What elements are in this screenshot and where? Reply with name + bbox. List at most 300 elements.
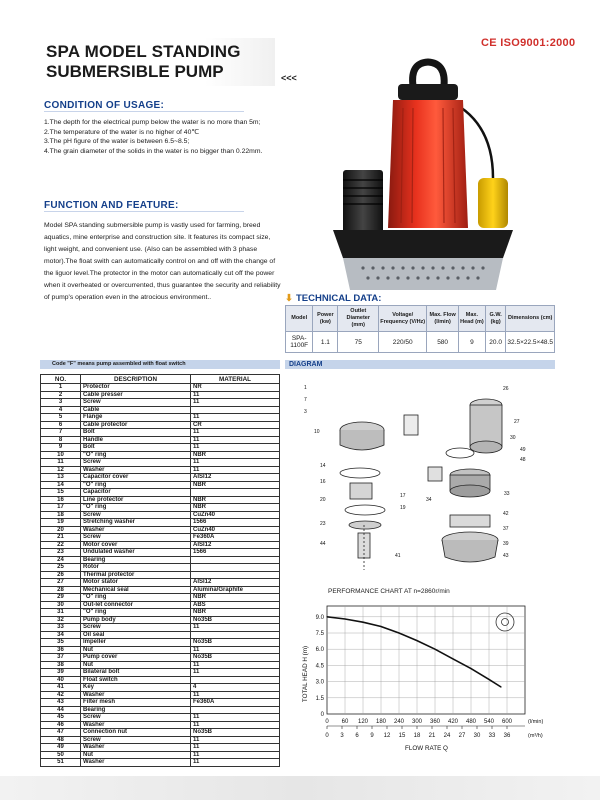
part-material: 11 (191, 736, 280, 744)
part-material (191, 556, 280, 564)
chart-point (398, 632, 399, 633)
part-material: AISI12 (191, 541, 280, 549)
part-number: 36 (41, 646, 81, 654)
svg-text:26: 26 (503, 386, 509, 392)
part-number: 19 (41, 519, 81, 527)
part-material: No35B (191, 616, 280, 624)
parts-row (41, 489, 280, 497)
chart-x-tick-label: 240 (393, 719, 405, 725)
parts-row (41, 751, 280, 759)
usage-item: 4.The grain diameter of the solids in the water is no bigger than 0.22mm. (44, 147, 263, 155)
part-material: 4 (191, 684, 280, 692)
svg-text:20: 20 (320, 497, 326, 503)
part-number: 10 (41, 451, 81, 459)
chart-x2-tick-label: 15 (398, 733, 406, 739)
part-number: 38 (41, 661, 81, 669)
tech-col-header: Dimensions (cm) (506, 306, 555, 332)
chart-x-tick-label: 180 (375, 719, 387, 725)
part-material: 11 (191, 391, 280, 399)
parts-row (41, 669, 280, 677)
part-material: CR (191, 421, 280, 429)
svg-text:42: 42 (503, 511, 509, 517)
part-number: 4 (41, 406, 81, 414)
part-material: NBR (191, 609, 280, 617)
tech-col-header: Voltage/ Frequency (V/Hz) (379, 306, 427, 332)
parts-row (41, 616, 280, 624)
exploded-diagram (300, 375, 540, 580)
chart-x2-tick-label: 36 (503, 733, 511, 739)
parts-row (41, 721, 280, 729)
part-number: 14 (41, 481, 81, 489)
parts-row (41, 661, 280, 669)
chart-x-tick-label: 360 (429, 719, 441, 725)
part-material: AISI12 (191, 474, 280, 482)
parts-row (41, 736, 280, 744)
part-description: Mechanical seal (81, 586, 191, 594)
svg-text:3: 3 (304, 409, 307, 415)
svg-text:17: 17 (400, 493, 406, 499)
features-text: Model SPA standing submersible pump is vastly used for farming, breed aquatics, mine enterprise and construction site. It features its compact size, light weight, and convenient use. (Also can be assembled with 3 phase motor).The float swith can automatically control on and off with the change of the liguor level.The protector in the motor can automatically cut off the power when it overheated or overcurrented, thus guarantee the security and reliability of pump's operation even in the atrocious environment.. (44, 222, 281, 301)
technical-heading: ⬇ TECHNICAL DATA: (285, 293, 382, 304)
chart-title: PERFORMANCE CHART AT n=2860r/min (328, 588, 450, 595)
chart-y-tick-label: 0 (320, 712, 324, 718)
svg-text:39: 39 (503, 541, 509, 547)
part-number: 48 (41, 736, 81, 744)
part-number: 13 (41, 474, 81, 482)
tech-col-header: G.W. (kg) (485, 306, 506, 332)
part-description: Washer (81, 691, 191, 699)
svg-text:14: 14 (320, 463, 326, 469)
chart-y-tick-label: 4.5 (315, 663, 324, 670)
parts-row (41, 496, 280, 504)
parts-row (41, 421, 280, 429)
chart-point (362, 622, 363, 623)
part-number: 21 (41, 534, 81, 542)
part-description: Nut (81, 646, 191, 654)
part-description: Undulated washer (81, 549, 191, 557)
parts-row (41, 729, 280, 737)
part-description: "O" ring (81, 504, 191, 512)
chart-x-tick-label: 480 (465, 719, 477, 725)
part-number: 35 (41, 639, 81, 647)
chart-point (326, 616, 327, 617)
technical-header-row (286, 306, 555, 332)
arrow-down-icon: ⬇ (285, 293, 293, 304)
part-material: 1566 (191, 519, 280, 527)
part-description: Nut (81, 661, 191, 669)
chart-x-tick-label: 0 (325, 719, 329, 725)
chart-x-tick-label: 420 (447, 719, 459, 725)
part-description: Handle (81, 436, 191, 444)
part-material (191, 676, 280, 684)
part-material: 11 (191, 436, 280, 444)
part-material: 11 (191, 744, 280, 752)
chart-y-tick-label: 7.5 (315, 631, 324, 637)
svg-text:30: 30 (510, 435, 516, 441)
part-description: Pump cover (81, 654, 191, 662)
parts-row (41, 384, 280, 392)
parts-row (41, 601, 280, 609)
part-description: Pump body (81, 616, 191, 624)
part-number: 33 (41, 624, 81, 632)
part-description: "O" ring (81, 451, 191, 459)
tech-col-header: Power (kw) (313, 306, 338, 332)
part-description: Washer (81, 466, 191, 474)
chart-x2-tick-label: 9 (370, 733, 374, 739)
part-description: Flange (81, 414, 191, 422)
chart-series-line (327, 617, 501, 687)
part-description: Bolt (81, 429, 191, 437)
parts-row (41, 459, 280, 467)
pump-image (318, 58, 528, 298)
chart-x-unit-lmin: (l/min) (528, 719, 544, 725)
chart-x2-tick-label: 12 (383, 733, 391, 739)
part-number: 45 (41, 714, 81, 722)
parts-row (41, 699, 280, 707)
part-number: 49 (41, 744, 81, 752)
part-material: 11 (191, 624, 280, 632)
impeller-icon-ring (496, 613, 514, 631)
svg-text:7: 7 (304, 397, 307, 403)
parts-row (41, 481, 280, 489)
svg-text:1: 1 (304, 385, 307, 391)
part-number: 7 (41, 429, 81, 437)
part-number: 43 (41, 699, 81, 707)
arrows-decoration: <<< (281, 73, 297, 83)
usage-heading: CONDITION OF USAGE: (44, 100, 165, 111)
part-description: "O" ring (81, 609, 191, 617)
parts-row (41, 504, 280, 512)
part-material: 11 (191, 399, 280, 407)
part-description: Bearing (81, 556, 191, 564)
part-number: 42 (41, 691, 81, 699)
part-material: 11 (191, 444, 280, 452)
part-material: 11 (191, 429, 280, 437)
part-number: 32 (41, 616, 81, 624)
tech-cell: 580 (427, 332, 459, 353)
part-description: Connection nut (81, 729, 191, 737)
part-material: 11 (191, 759, 280, 767)
svg-text:16: 16 (320, 479, 326, 485)
part-description: Capacitor (81, 489, 191, 497)
chart-grid (327, 606, 525, 714)
parts-row (41, 676, 280, 684)
usage-item: 1.The depth for the electrical pump below the water is no more than 5m; (44, 119, 261, 126)
parts-row (41, 579, 280, 587)
part-description: Cable (81, 406, 191, 414)
chart-y-tick-label: 9.0 (315, 614, 324, 621)
part-number: 22 (41, 541, 81, 549)
part-number: 47 (41, 729, 81, 737)
usage-item: 3.The pH figure of the water is between 6.5~8.5; (44, 138, 190, 146)
part-number: 29 (41, 594, 81, 602)
parts-row (41, 511, 280, 519)
part-material: No35B (191, 729, 280, 737)
part-number: 3 (41, 399, 81, 407)
chart-y-tick-label: 6.0 (315, 647, 324, 654)
svg-text:27: 27 (514, 419, 520, 425)
parts-row (41, 646, 280, 654)
chart-point (488, 679, 489, 680)
svg-text:10: 10 (314, 429, 320, 435)
diagram-heading: DIAGRAM (285, 360, 555, 369)
part-description: Protector (81, 384, 191, 392)
part-material (191, 571, 280, 579)
part-material: CuZn40 (191, 511, 280, 519)
part-description: "O" ring (81, 594, 191, 602)
part-description: Cable presser (81, 391, 191, 399)
chart-x2-tick-label: 21 (428, 733, 436, 739)
chart-x2-tick-label: 18 (413, 733, 421, 739)
parts-row (41, 526, 280, 534)
part-number: 15 (41, 489, 81, 497)
chart-y-tick-label: 1.5 (315, 695, 324, 702)
certification-label: CE ISO9001:2000 (481, 37, 576, 49)
tech-col-header: Max. Flow (l/min) (427, 306, 459, 332)
part-number: 30 (41, 601, 81, 609)
part-material: NBR (191, 496, 280, 504)
part-number: 44 (41, 706, 81, 714)
part-number: 6 (41, 421, 81, 429)
part-description: Washer (81, 721, 191, 729)
chart-point (500, 686, 501, 687)
part-number: 31 (41, 609, 81, 617)
tech-cell: 1.1 (313, 332, 338, 353)
parts-row (41, 631, 280, 639)
part-description: Bolt (81, 444, 191, 452)
part-number: 2 (41, 391, 81, 399)
parts-row (41, 684, 280, 692)
part-description: Key (81, 684, 191, 692)
performance-chart (295, 594, 555, 754)
part-number: 50 (41, 751, 81, 759)
parts-row (41, 391, 280, 399)
part-number: 24 (41, 556, 81, 564)
parts-row (41, 706, 280, 714)
part-number: 12 (41, 466, 81, 474)
chart-x-axis-label: FLOW RATE Q (405, 745, 448, 752)
part-description: Thermal protector (81, 571, 191, 579)
parts-row (41, 399, 280, 407)
part-description: Line protector (81, 496, 191, 504)
parts-row (41, 549, 280, 557)
parts-row (41, 541, 280, 549)
impeller-icon (496, 613, 514, 631)
parts-row (41, 406, 280, 414)
part-number: 5 (41, 414, 81, 422)
part-material: 11 (191, 466, 280, 474)
part-material: NBR (191, 481, 280, 489)
part-description: Float switch (81, 676, 191, 684)
chart-x-tick-label: 300 (411, 719, 423, 725)
parts-col-material: MATERIAL (191, 375, 280, 384)
part-material: Fe360A (191, 699, 280, 707)
svg-text:44: 44 (320, 541, 326, 547)
parts-row (41, 556, 280, 564)
parts-row (41, 691, 280, 699)
part-material: 11 (191, 414, 280, 422)
svg-text:48: 48 (520, 457, 526, 463)
chart-x-tick-label: 60 (341, 719, 349, 725)
part-material: AISI12 (191, 579, 280, 587)
chart-x2-tick-label: 33 (488, 733, 496, 739)
part-material: 11 (191, 714, 280, 722)
parts-body (41, 384, 280, 767)
part-description: Screw (81, 624, 191, 632)
usage-list (44, 118, 284, 156)
parts-row (41, 609, 280, 617)
usage-divider (44, 111, 244, 112)
part-number: 16 (41, 496, 81, 504)
chart-x2-tick-label: 3 (340, 733, 344, 739)
part-description: Bearing (81, 706, 191, 714)
svg-text:19: 19 (400, 505, 406, 511)
chart-x2-tick-label: 24 (443, 733, 451, 739)
svg-text:37: 37 (503, 526, 509, 532)
chart-ticks (316, 615, 544, 739)
part-number: 28 (41, 586, 81, 594)
part-material: Alumina/Graphite (191, 586, 280, 594)
part-description: Screw (81, 714, 191, 722)
part-material: NBR (191, 594, 280, 602)
part-description: Screw (81, 399, 191, 407)
chart-x2-tick-label: 0 (325, 733, 329, 739)
parts-row (41, 624, 280, 632)
part-description: Nut (81, 751, 191, 759)
tech-col-header: Model (286, 306, 313, 332)
parts-row (41, 639, 280, 647)
part-number: 26 (41, 571, 81, 579)
part-number: 8 (41, 436, 81, 444)
part-number: 25 (41, 564, 81, 572)
part-number: 27 (41, 579, 81, 587)
chart-point (416, 640, 417, 641)
chart-point (380, 626, 381, 627)
part-number: 11 (41, 459, 81, 467)
parts-row (41, 759, 280, 767)
parts-row (41, 564, 280, 572)
chart-x-unit-m3h: (m³/h) (528, 733, 543, 739)
part-material (191, 564, 280, 572)
technical-table (285, 305, 555, 353)
part-description: Washer (81, 526, 191, 534)
part-description: Out-let connector (81, 601, 191, 609)
svg-text:43: 43 (503, 553, 509, 559)
parts-row (41, 586, 280, 594)
chart-x2-tick-label: 27 (458, 733, 466, 739)
part-description: Impeller (81, 639, 191, 647)
part-material: 11 (191, 661, 280, 669)
parts-row (41, 444, 280, 452)
part-description: "O" ring (81, 481, 191, 489)
part-material: 11 (191, 646, 280, 654)
chart-x2-tick-label: 30 (473, 733, 481, 739)
chart-point (434, 649, 435, 650)
tech-cell: 20.0 (485, 332, 506, 353)
part-description: Washer (81, 759, 191, 767)
parts-row (41, 451, 280, 459)
chart-y-tick-label: 3.0 (315, 679, 324, 686)
part-number: 18 (41, 511, 81, 519)
part-material: 11 (191, 459, 280, 467)
parts-row (41, 414, 280, 422)
chart-x-tick-label: 600 (501, 719, 513, 725)
chart-point (452, 658, 453, 659)
part-number: 23 (41, 549, 81, 557)
part-description: Motor cover (81, 541, 191, 549)
part-number: 1 (41, 384, 81, 392)
parts-row (41, 429, 280, 437)
part-material: ABS (191, 601, 280, 609)
chart-series (326, 613, 514, 688)
part-material: 11 (191, 751, 280, 759)
part-number: 20 (41, 526, 81, 534)
part-number: 46 (41, 721, 81, 729)
part-number: 34 (41, 631, 81, 639)
part-material: NBR (191, 451, 280, 459)
part-description: Motor stator (81, 579, 191, 587)
part-description: Filter mesh (81, 699, 191, 707)
chart-x2-tick-label: 6 (355, 733, 359, 739)
part-material: 11 (191, 691, 280, 699)
chart-y-axis-label: TOTAL HEAD H (m) (302, 645, 309, 703)
svg-text:23: 23 (320, 521, 326, 527)
parts-row (41, 519, 280, 527)
parts-row (41, 466, 280, 474)
part-description: Cable protector (81, 421, 191, 429)
parts-col-no: NO. (41, 375, 81, 384)
chart-x-tick-label: 120 (357, 719, 369, 725)
parts-row (41, 714, 280, 722)
tech-cell: SPA-1100F (286, 332, 313, 353)
footer-band (0, 776, 600, 800)
parts-col-description: DESCRIPTION (81, 375, 191, 384)
parts-row (41, 594, 280, 602)
parts-row (41, 744, 280, 752)
part-material: No35B (191, 654, 280, 662)
part-number: 39 (41, 669, 81, 677)
parts-row (41, 534, 280, 542)
features-heading: FUNCTION AND FEATURE: (44, 200, 179, 211)
tech-cell: 75 (338, 332, 379, 353)
chart-point (470, 668, 471, 669)
part-number: 41 (41, 684, 81, 692)
svg-text:41: 41 (395, 553, 401, 559)
tech-cell: 32.5×22.5×48.5 (506, 332, 555, 353)
part-description: Screw (81, 534, 191, 542)
usage-item: 2.The temperature of the water is no higher of 40℃ (44, 128, 199, 136)
part-description: Screw (81, 736, 191, 744)
part-description: Capacitor cover (81, 474, 191, 482)
part-description: Bilateral bolt (81, 669, 191, 677)
features-divider (44, 211, 244, 212)
parts-row (41, 654, 280, 662)
parts-row (41, 436, 280, 444)
part-description: Oil seal (81, 631, 191, 639)
part-number: 40 (41, 676, 81, 684)
part-material: NR (191, 384, 280, 392)
technical-row (286, 332, 555, 353)
part-description: Screw (81, 511, 191, 519)
svg-text:34: 34 (426, 497, 432, 503)
chart-point (344, 618, 345, 619)
part-description: Washer (81, 744, 191, 752)
parts-table (40, 374, 280, 767)
page-subtitle: SUBMERSIBLE PUMP (46, 62, 224, 81)
part-material (191, 631, 280, 639)
code-note: Code "F" means pump assembled with float switch (40, 360, 280, 369)
part-material: 1566 (191, 549, 280, 557)
